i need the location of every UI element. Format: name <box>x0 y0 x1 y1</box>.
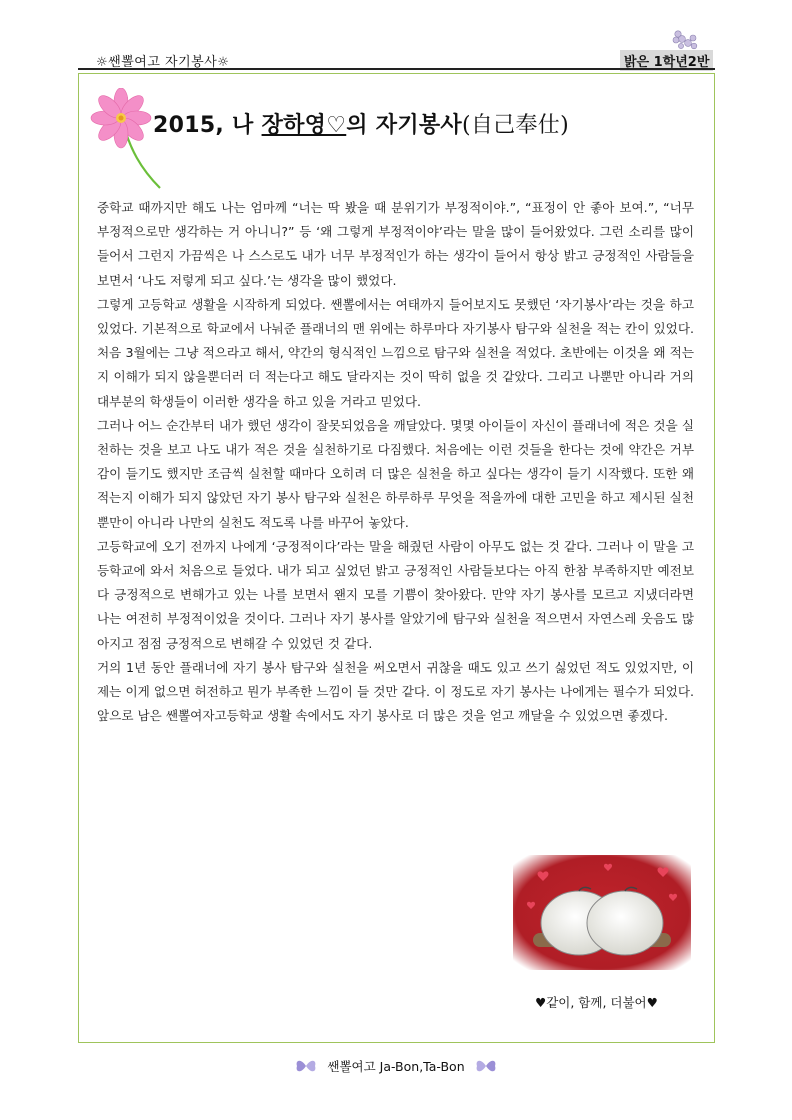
essay-paragraph: 고등학교에 오기 전까지 나에게 ‘긍정적이다’라는 말을 해줬던 사람이 아무도 없는 것 같다. 그러나 이 말을 고등학교에 와서 처음으로 들었다. 내가 되고 싶었던 밝고 긍정적인 사람들보다는 아직 한참 부족하지만 예전보다 긍정적으로 변해가고 있는 나를 보면서 왠지 모를 기쁨이 찾아왔다. 만약 자기 봉사를 모르고 지냈더라면 나는 여전히 부정적이었을 것이다. 그러나 자기 봉사를 알았기에 탐구와 실천을 적으면서 자연스레 웃음도 많아지고 점점 긍정적으로 변해갈 수 있었던 것 같다. <box>97 538 694 651</box>
title-name: 장하영♡ <box>261 113 347 138</box>
hugging-couple-image <box>513 855 691 970</box>
essay-paragraph: 중학교 때까지만 해도 나는 엄마께 “너는 딱 봤을 때 분위기가 부정적이야.”, “표정이 안 좋아 보여.”, “너무 부정적으로만 생각하는 거 아니니?” 등 ‘왜 그렇게 부정적이야’라는 말을 많이 들어왔었다. 그런 소리를 많이 들어서 그런지 가끔씩은 나 스스로도 내가 너무 부정적인가 하는 생각이 들어서 항상 밝고 긍정적인 사람들을 보면서 ‘나도 저렇게 되고 싶다.’는 생각을 많이 했었다. <box>97 200 694 288</box>
footer-text: 쌘뽈여고 Ja-Bon,Ta-Bon <box>327 1059 465 1074</box>
essay-paragraph: 거의 1년 동안 플래너에 자기 봉사 탐구와 실천을 써오면서 귀찮을 때도 있고 쓰기 싫었던 적도 있었지만, 이제는 이게 없으면 허전하고 뭔가 부족한 느낌이 들 것만 같다. 이 정도로 자기 봉사는 나에게는 필수가 되었다. 앞으로 남은 쌘뽈여자고등학교 생활 속에서도 자기 봉사로 더 많은 것을 얻고 깨달을 수 있었으면 좋겠다. <box>97 659 694 724</box>
title-prefix: 2015, 나 <box>153 113 262 138</box>
header-school-label: ☼쌘뽈여고 자기봉사☼ <box>96 55 230 70</box>
butterfly-icon <box>475 1058 497 1074</box>
cosmos-flower-icon <box>88 88 168 193</box>
title-suffix: 의 자기봉사 <box>346 113 462 138</box>
page-footer <box>0 1057 792 1075</box>
page-title <box>153 108 569 139</box>
essay-body <box>97 196 694 728</box>
title-hanja: (自己奉仕) <box>461 113 569 138</box>
essay-paragraph: 그렇게 고등학교 생활을 시작하게 되었다. 쌘뽈에서는 여태까지 들어보지도 못했던 ‘자기봉사’라는 것을 하고 있었다. 기본적으로 학교에서 나눠준 플래너의 맨 위에는 하루마다 자기봉사 탐구와 실천을 적는 칸이 있었다. 처음 3월에는 그냥 적으라고 해서, 약간의 형식적인 느낌으로 탐구와 실천을 적었다. 초반에는 이것을 왜 적는지 이해가 되지 않을뿐더러 더 적는다고 해도 달라지는 것이 딱히 없을 것 같았다. 그리고 나뿐만 아니라 거의 대부분의 학생들이 이러한 생각을 하고 있을 거라고 믿었다. <box>97 296 694 409</box>
header-class-label: 밝은 1학년2반 <box>620 50 713 71</box>
corner-flower-icon <box>668 28 702 54</box>
essay-paragraph: 그러나 어느 순간부터 내가 했던 생각이 잘못되었음을 깨달았다. 몇몇 아이들이 자신이 플래너에 적은 것을 실천하는 것을 보고 나도 내가 적은 것을 실천하기로 다짐했다. 처음에는 이런 것들을 한다는 것에 약간은 거부감이 들기도 했지만 조금씩 실천할 때마다 오히려 더 많은 실천을 하고 싶다는 생각이 들기 시작했다. 또한 왜 적는지 이해가 되지 않았던 자기 봉사 탐구와 실천은 하루하루 무엇을 적을까에 대한 고민을 하고 제시된 실천뿐만이 아니라 나만의 실천도 적도록 나를 바꾸어 놓았다. <box>97 417 694 530</box>
butterfly-icon <box>295 1058 317 1074</box>
photo-caption: ♥같이, 함께, 더불어♥ <box>535 995 658 1010</box>
header-rule <box>78 68 715 70</box>
